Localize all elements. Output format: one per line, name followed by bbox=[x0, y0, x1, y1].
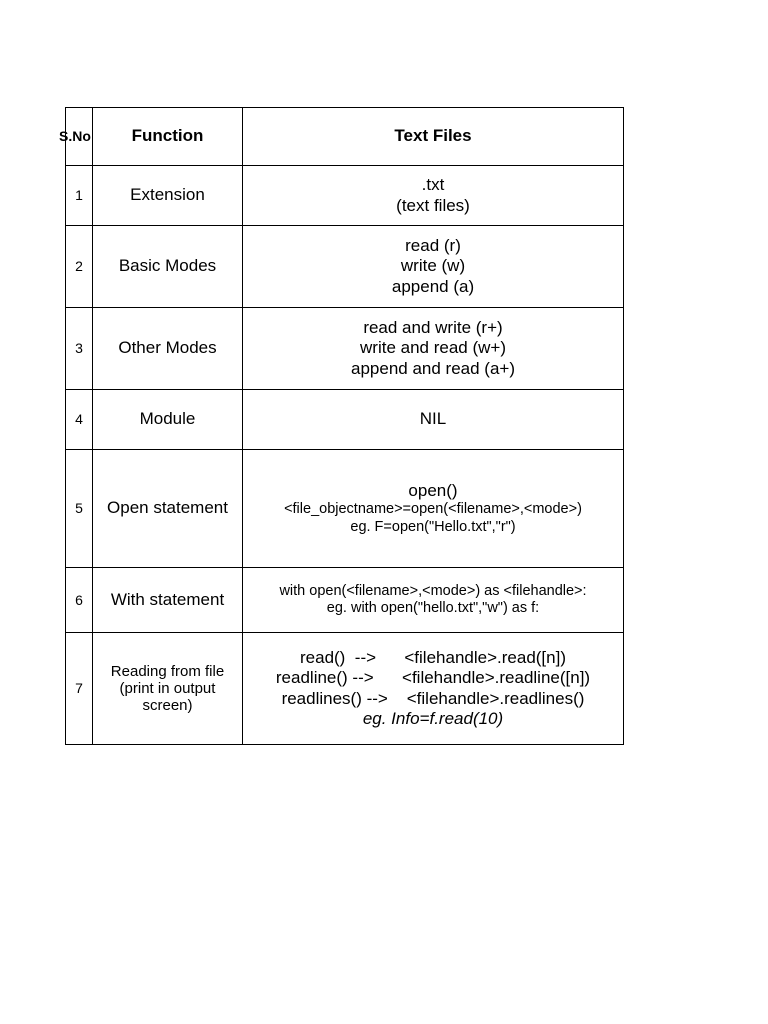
cell-line: <file_objectname>=open(<filename>,<mode>) bbox=[284, 501, 582, 518]
row-number: 2 bbox=[66, 226, 93, 308]
row-number: 1 bbox=[66, 166, 93, 226]
table-row bbox=[66, 568, 624, 633]
row-text-files bbox=[243, 633, 624, 745]
header-text-files: Text Files bbox=[243, 108, 624, 166]
cell-line: (text files) bbox=[396, 195, 470, 215]
cell-line: readlines() --> <filehandle>.readlines() bbox=[281, 688, 585, 708]
cell-line: write and read (w+) bbox=[360, 338, 506, 358]
cell-line: NIL bbox=[419, 409, 447, 429]
cell-line: write (w) bbox=[400, 256, 466, 276]
file-functions-table bbox=[59, 107, 624, 745]
cell-line: append and read (a+) bbox=[351, 358, 515, 378]
table-row bbox=[66, 308, 624, 390]
cell-line: append (a) bbox=[391, 276, 475, 296]
table-row bbox=[66, 390, 624, 450]
row-function: Basic Modes bbox=[93, 226, 243, 308]
cell-line: read() --> <filehandle>.read([n]) bbox=[300, 647, 566, 667]
row-function: Module bbox=[93, 390, 243, 450]
cell-line: open() bbox=[408, 480, 458, 500]
table-row bbox=[66, 450, 624, 568]
row-number: 6 bbox=[66, 568, 93, 633]
row-number: 3 bbox=[66, 308, 93, 390]
header-row bbox=[66, 108, 624, 166]
cell-line: eg. with open("hello.txt","w") as f: bbox=[326, 600, 540, 616]
cell-line: read (r) bbox=[405, 235, 461, 255]
table-row bbox=[66, 226, 624, 308]
row-number: 7 bbox=[66, 633, 93, 745]
cell-line: eg. F=open("Hello.txt","r") bbox=[350, 518, 516, 535]
row-text-files bbox=[243, 226, 624, 308]
row-text-files bbox=[243, 450, 624, 568]
row-function: Extension bbox=[93, 166, 243, 226]
row-function: Reading from file (print in output screen) bbox=[93, 633, 243, 745]
row-text-files bbox=[243, 166, 624, 226]
table-row bbox=[66, 633, 624, 745]
row-text-files bbox=[243, 568, 624, 633]
table-row bbox=[66, 166, 624, 226]
cell-line: readline() --> <filehandle>.readline([n]) bbox=[275, 668, 591, 688]
row-text-files bbox=[243, 308, 624, 390]
cell-line: read and write (r+) bbox=[363, 317, 503, 337]
row-number: 4 bbox=[66, 390, 93, 450]
row-function: Other Modes bbox=[93, 308, 243, 390]
row-text-files bbox=[243, 390, 624, 450]
header-sno: S.No bbox=[66, 108, 93, 166]
cell-line: with open(<filename>,<mode>) as <filehandle>: bbox=[279, 582, 587, 599]
row-number: 5 bbox=[66, 450, 93, 568]
row-function: With statement bbox=[93, 568, 243, 633]
header-function: Function bbox=[93, 108, 243, 166]
row-function: Open statement bbox=[93, 450, 243, 568]
cell-line: .txt bbox=[421, 175, 445, 195]
cell-line: eg. Info=f.read(10) bbox=[362, 708, 504, 728]
